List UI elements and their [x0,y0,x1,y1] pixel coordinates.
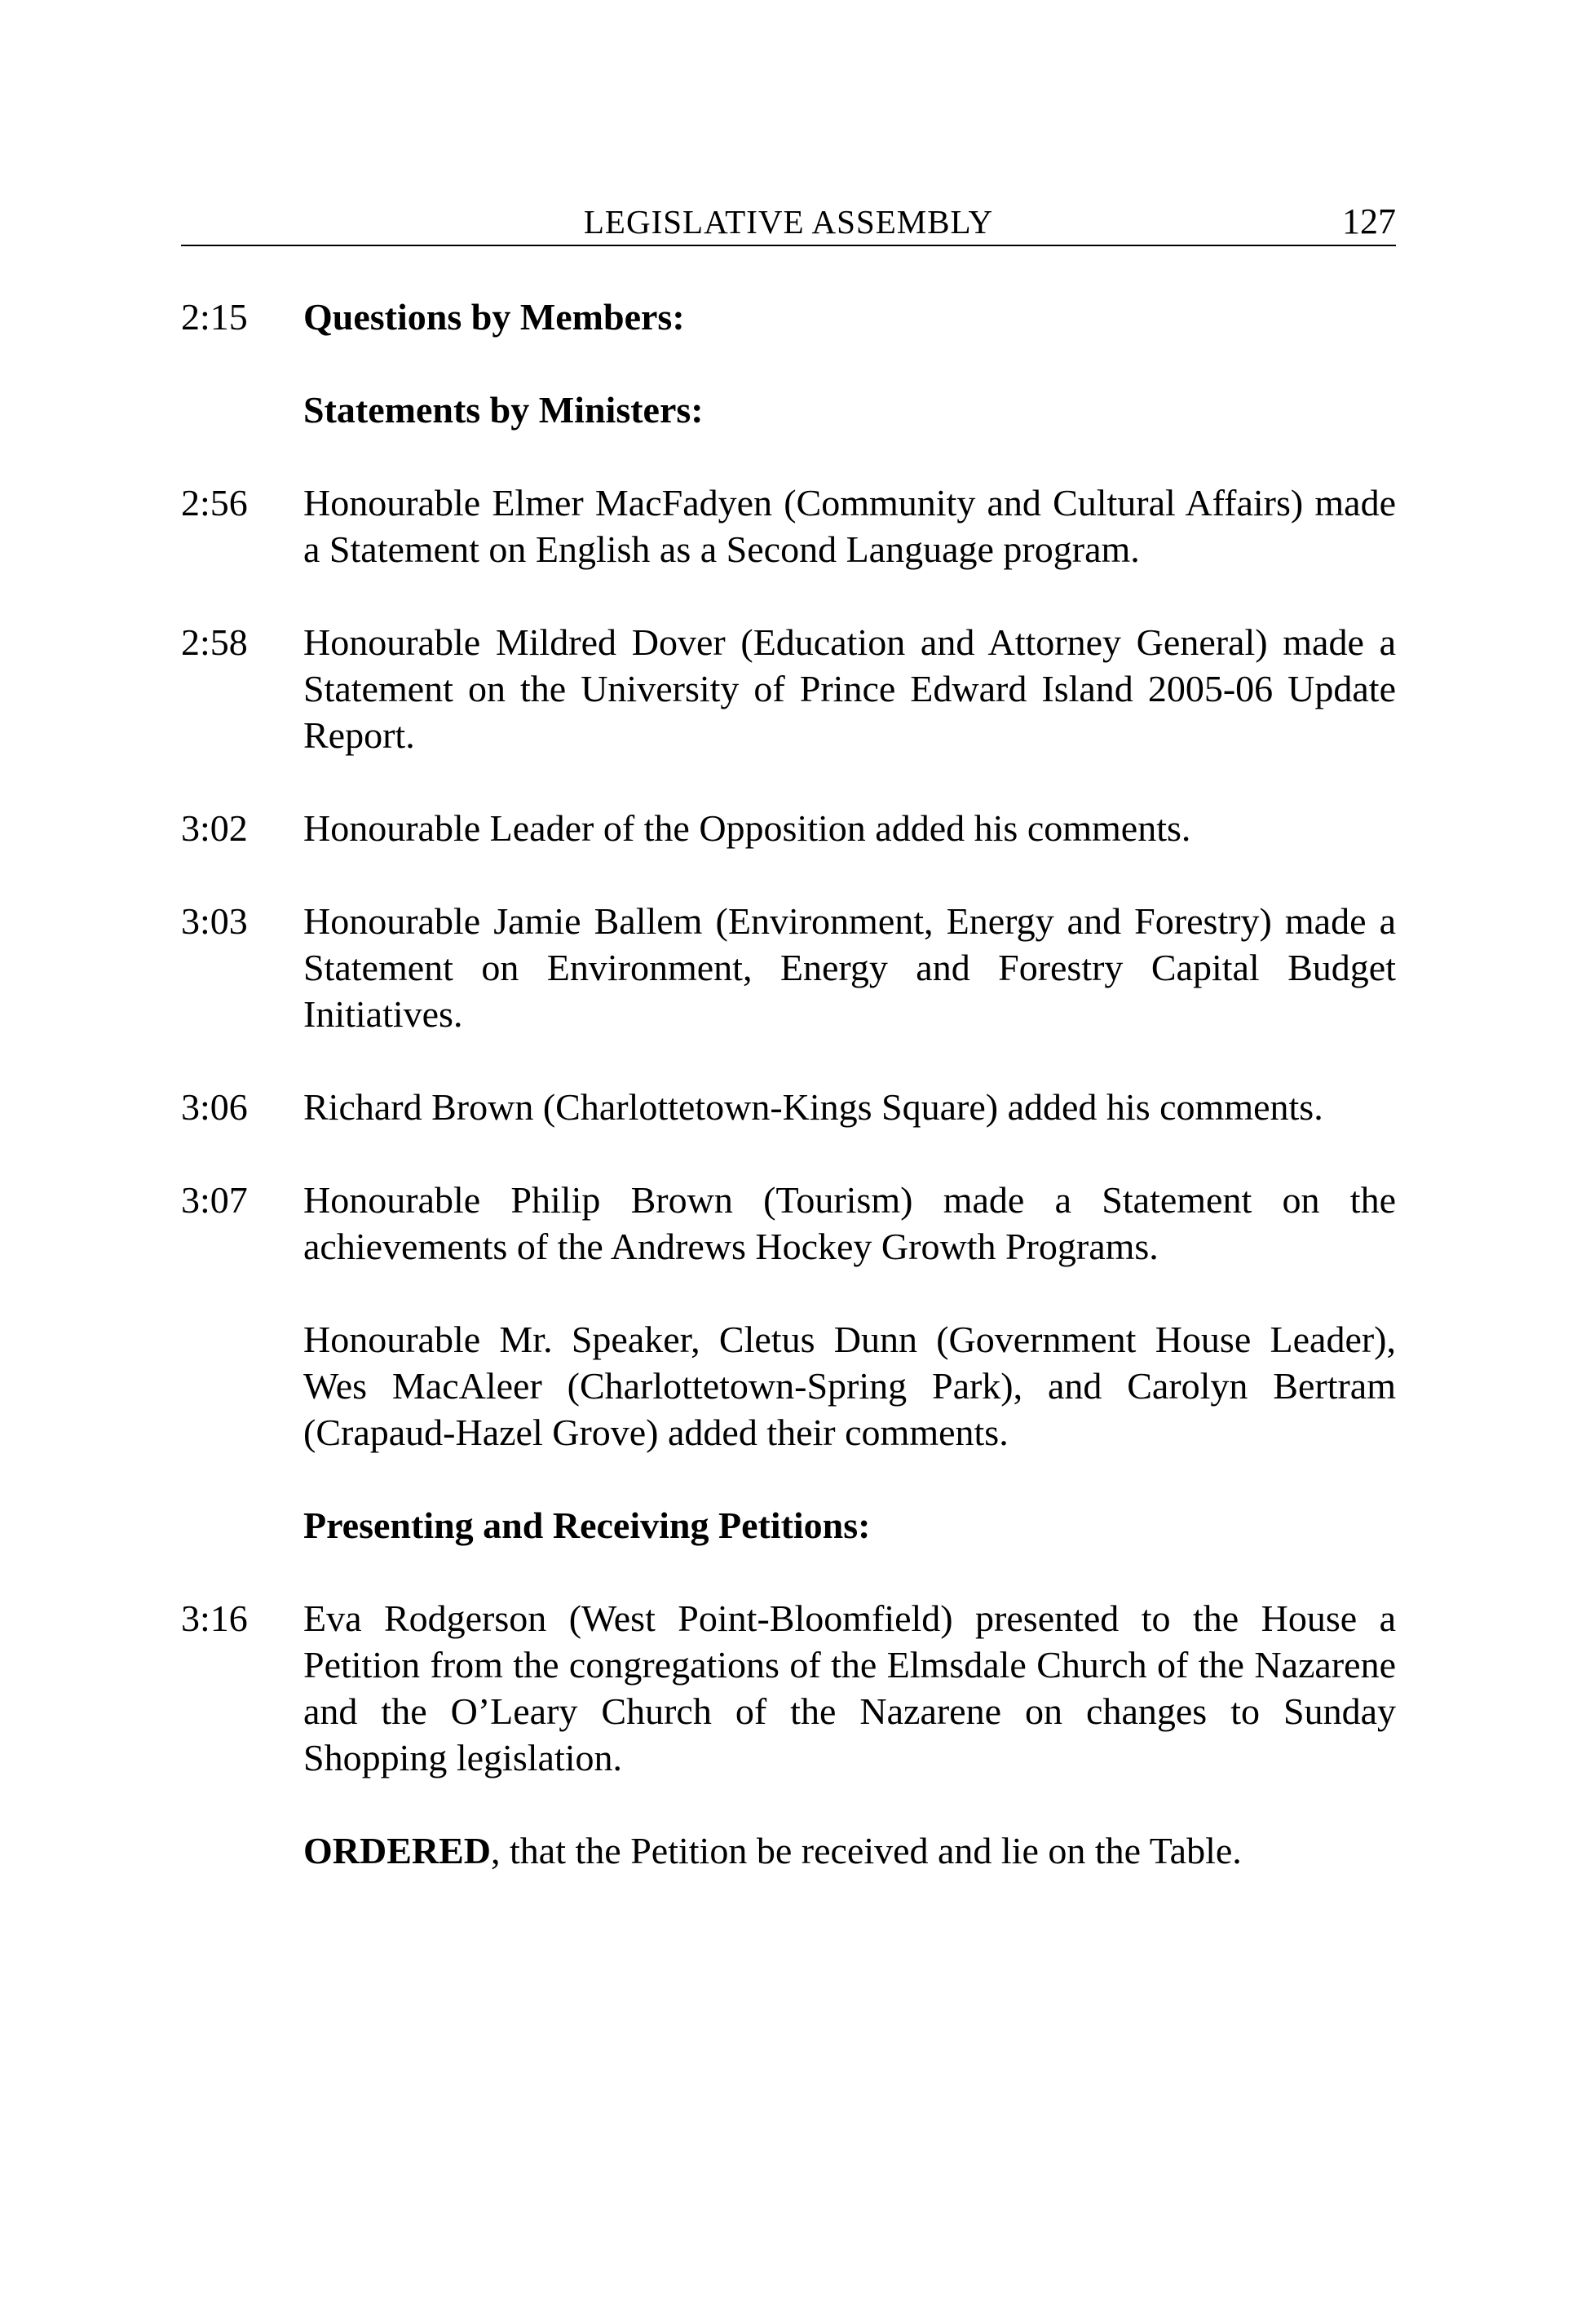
entry-text: Honourable Mr. Speaker, Cletus Dunn (Government House Leader), Wes MacAleer (Charlottetown-Spring Park), and Carolyn Bertram (Crapaud-Hazel Grove) added their comments. [303,1319,1396,1453]
ordered-label: ORDERED [303,1830,492,1871]
entry-presenting-petitions [181,1502,1396,1549]
ordered-body: , that the Petition be received and lie on the Table. [491,1830,1242,1871]
entry-statement [181,1177,1396,1270]
header-title: LEGISLATIVE ASSEMBLY [583,203,994,241]
document-body [181,294,1396,1874]
entry-statement [181,479,1396,572]
entry-time: 3:16 [181,1597,248,1639]
entry-text: Honourable Mildred Dover (Education and Attorney General) made a Statement on the University of Prince Edward Island 2005-06 Update Report. [303,621,1396,756]
entry-ordered [181,1827,1396,1874]
entry-text: Eva Rodgerson (West Point-Bloomfield) presented to the House a Petition from the congregations of the Elmsdale Church of the Nazarene and the O’Leary Church of the Nazarene on changes to Sunday Shopping legislation. [303,1597,1396,1778]
entry-text: Honourable Elmer MacFadyen (Community and Cultural Affairs) made a Statement on English as a Second Language program. [303,482,1396,570]
page-header [181,197,1396,246]
entry-time: 3:03 [181,900,248,942]
section-heading: Statements by Ministers: [303,389,704,431]
entry-time: 2:58 [181,621,248,663]
page-number: 127 [1342,201,1396,241]
ordered-text [303,1827,1396,1874]
entry-text: Honourable Leader of the Opposition added his comments. [303,807,1191,849]
entry-text: Richard Brown (Charlottetown-Kings Square) added his comments. [303,1086,1323,1128]
entry-questions-by-members [181,294,1396,340]
entry-time: 3:02 [181,807,248,849]
entry-time: 2:15 [181,296,248,338]
entry-text: Honourable Jamie Ballem (Environment, Energy and Forestry) made a Statement on Environment, Energy and Forestry Capital Budget Initiatives. [303,900,1396,1035]
entry-statement [181,805,1396,851]
entry-time: 3:06 [181,1086,248,1128]
entry-time: 3:07 [181,1179,248,1221]
entry-statement [181,619,1396,758]
entry-statement [181,898,1396,1037]
entry-text: Honourable Philip Brown (Tourism) made a Statement on the achievements of the Andrews Hockey Growth Programs. [303,1179,1396,1267]
section-heading: Presenting and Receiving Petitions: [303,1504,871,1546]
entry-statement [181,1084,1396,1130]
entry-petition [181,1595,1396,1781]
entry-time: 2:56 [181,482,248,524]
entry-statement [181,1316,1396,1456]
section-heading: Questions by Members: [303,296,685,338]
entry-statements-by-ministers [181,387,1396,433]
